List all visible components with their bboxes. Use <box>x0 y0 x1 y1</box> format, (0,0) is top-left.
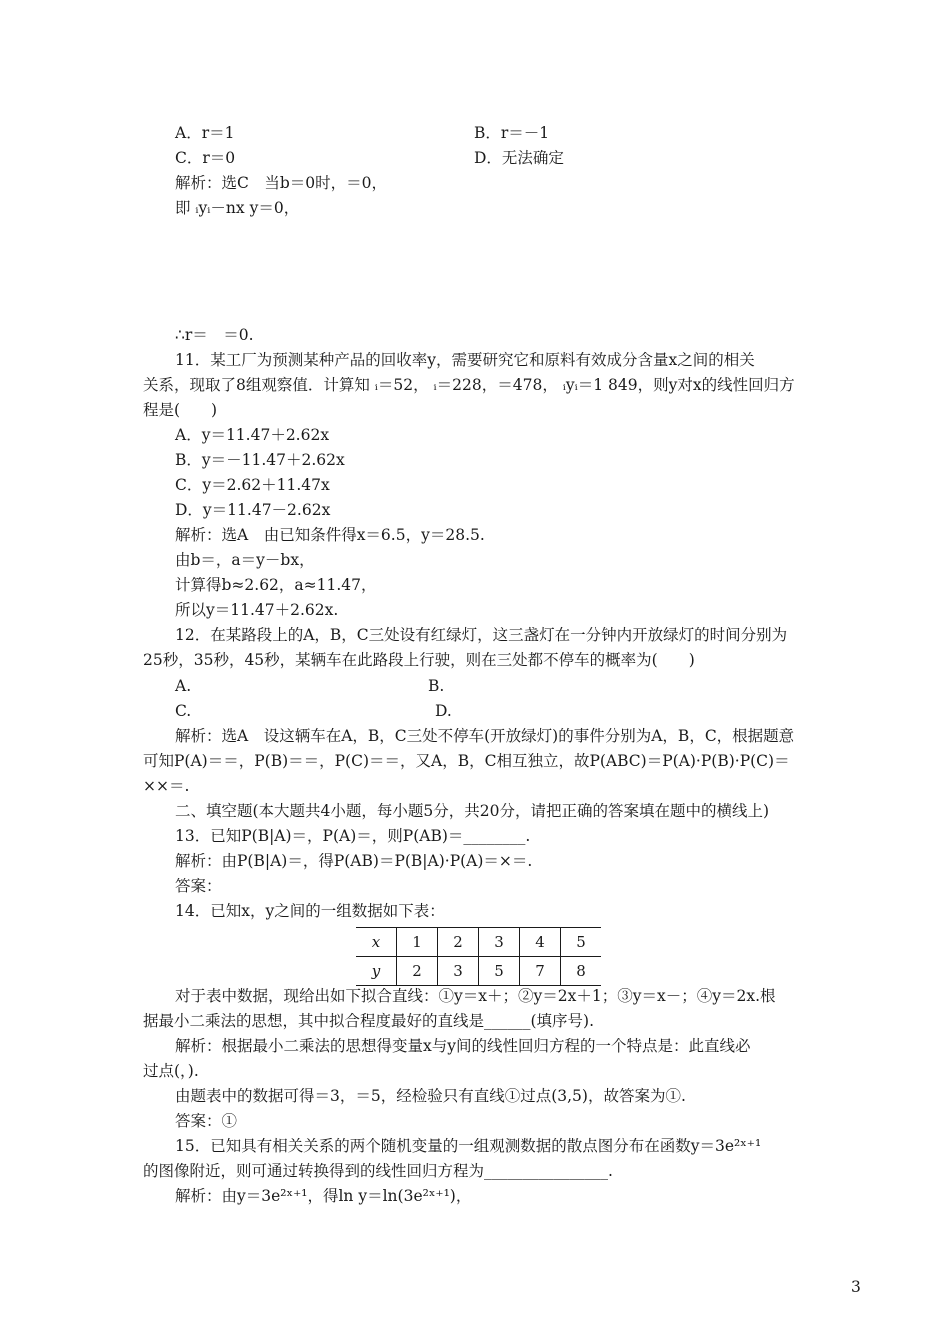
text-line: 可知P(A)＝＝，P(B)＝＝，P(C)＝＝，又A，B，C相互独立，故P(ABC)＝P(A)·P(B)·P(C)＝ <box>143 752 790 770</box>
text-line: 解析：由P(B|A)＝，得P(AB)＝P(B|A)·P(A)＝×＝. <box>175 852 533 870</box>
text-line: 由b＝，a＝y－bx， <box>175 551 315 569</box>
data-table <box>356 927 601 986</box>
table-cell: 3 <box>438 957 479 986</box>
table-cell: y <box>356 957 397 986</box>
text-line: A. <box>175 677 192 695</box>
table-cell: x <box>356 928 397 957</box>
table-cell: 4 <box>520 928 561 957</box>
text-line: A．r＝1 <box>175 124 235 142</box>
table-cell: 8 <box>561 957 602 986</box>
text-line: B．y＝－11.47＋2.62x <box>175 451 345 469</box>
table-cell: 7 <box>520 957 561 986</box>
text-line: 解析：由y＝3e²ˣ⁺¹，得ln y＝ln(3e²ˣ⁺¹)， <box>175 1187 472 1205</box>
text-line: C. <box>175 702 192 720</box>
text-line: 答案： <box>175 877 222 895</box>
table-cell: 2 <box>438 928 479 957</box>
text-line: 解析：根据最小二乘法的思想得变量x与y间的线性回归方程的一个特点是：此直线必 <box>175 1037 751 1055</box>
text-line: ∴r＝ ＝0. <box>175 326 254 344</box>
text-line: 答案：① <box>175 1112 238 1130</box>
table-row <box>356 928 601 957</box>
text-line: 二、填空题(本大题共4小题，每小题5分，共20分，请把正确的答案填在题中的横线上) <box>175 802 770 820</box>
text-line: 所以y＝11.47＋2.62x. <box>175 601 339 619</box>
text-line: D．y＝11.47－2.62x <box>175 501 331 519</box>
text-line: 由题表中的数据可得＝3，＝5，经检验只有直线①过点(3,5)，故答案为①. <box>175 1087 686 1105</box>
table-cell: 3 <box>479 928 520 957</box>
text-line: 25秒，35秒，45秒，某辆车在此路段上行驶，则在三处都不停车的概率为( ) <box>143 651 695 669</box>
table-cell: 5 <box>479 957 520 986</box>
text-line: A．y＝11.47＋2.62x <box>175 426 330 444</box>
text-line: 程是( ) <box>143 401 218 419</box>
text-line: 关系，现取了8组观察值．计算知 ᵢ＝52， ᵢ＝228，＝478， ᵢyᵢ＝1 849，则y对x的线性回归方 <box>143 376 795 394</box>
text-line: C．r＝0 <box>175 149 236 167</box>
text-line: 据最小二乘法的思想，其中拟合程度最好的直线是______(填序号). <box>143 1012 595 1030</box>
text-line: ××＝. <box>143 777 190 795</box>
text-line: 计算得b≈2.62，a≈11.47， <box>175 576 377 594</box>
table-cell: 2 <box>397 957 438 986</box>
text-line: 解析：选C 当b＝0时，＝0， <box>175 174 388 192</box>
page-number: 3 <box>851 1278 861 1296</box>
text-line: 14．已知x，y之间的一组数据如下表： <box>175 902 445 920</box>
text-line: 对于表中数据，现给出如下拟合直线：①y＝x＋；②y＝2x＋1；③y＝x－；④y＝2x.根 <box>175 987 776 1005</box>
text-line: D．无法确定 <box>474 149 564 167</box>
text-line: 解析：选A 设这辆车在A，B，C三处不停车(开放绿灯)的事件分别为A，B，C，根据题意 <box>175 727 795 745</box>
text-line: 11．某工厂为预测某种产品的回收率y，需要研究它和原料有效成分含量x之间的相关 <box>175 351 755 369</box>
table-row <box>356 957 601 986</box>
text-line: B. <box>428 677 445 695</box>
text-line: 15．已知具有相关关系的两个随机变量的一组观测数据的散点图分布在函数y＝3e²ˣ⁺¹ <box>175 1137 762 1155</box>
text-line: 12．在某路段上的A，B，C三处设有红绿灯，这三盏灯在一分钟内开放绿灯的时间分别为 <box>175 626 788 644</box>
text-line: D. <box>435 702 452 720</box>
table-cell: 5 <box>561 928 602 957</box>
text-line: B．r＝－1 <box>474 124 550 142</box>
text-line: 的图像附近，则可通过转换得到的线性回归方程为________________. <box>143 1162 613 1180</box>
text-line: 即 ᵢyᵢ－nx y＝0， <box>175 199 300 217</box>
text-line: 过点(，). <box>143 1062 199 1080</box>
table-cell: 1 <box>397 928 438 957</box>
text-line: 解析：选A 由已知条件得x＝6.5，y＝28.5. <box>175 526 485 544</box>
text-line: C．y＝2.62＋11.47x <box>175 476 330 494</box>
text-line: 13．已知P(B|A)＝，P(A)＝，则P(AB)＝________. <box>175 827 531 845</box>
